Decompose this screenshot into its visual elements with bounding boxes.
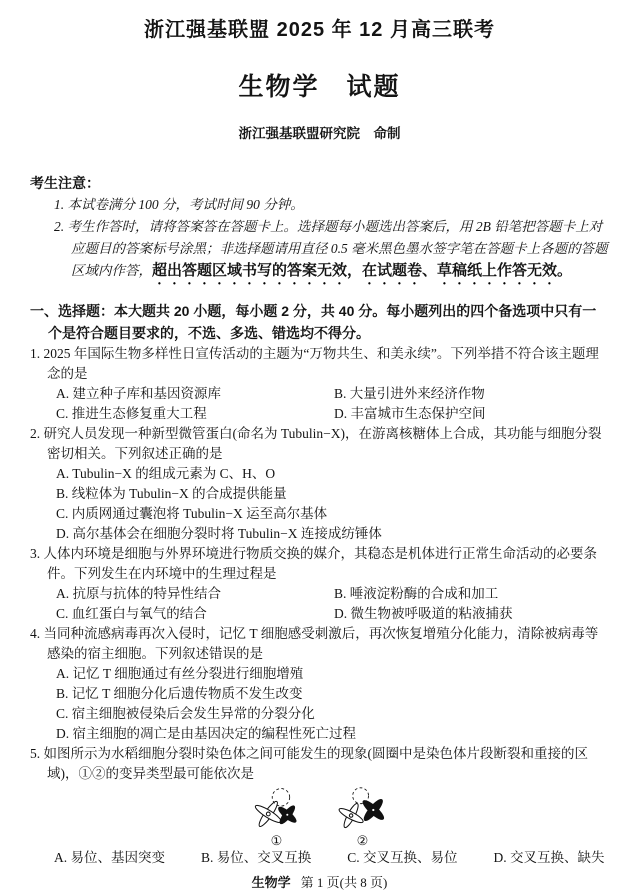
option-d: D. 宿主细胞的凋亡是由基因决定的编程性死亡过程 (56, 726, 356, 741)
question-2-stem (30, 424, 609, 464)
subject-title: 生物学 试题 (238, 73, 401, 101)
figure-label-2: ② (356, 833, 369, 848)
option-c: C. 宿主细胞被侵染后会发生异常的分裂分化 (56, 706, 315, 721)
question-3-stem (30, 544, 609, 584)
question-text: 人体内环境是细胞与外界环境进行物质交换的媒介，其稳态是机体进行正常生命活动的必要条件。下列发生在内环境中的生理过程是 (43, 546, 597, 581)
footer-page-number: 第 1 页(共 8 页) (300, 875, 388, 890)
option-c: C. 血红蛋白与氧气的结合 (56, 606, 207, 621)
question-5-options (54, 848, 609, 868)
question-3-options (56, 584, 609, 624)
question-number: 1. (30, 346, 41, 361)
option-c: C. 内质网通过囊泡将 Tubulin−X 运至高尔基体 (56, 506, 328, 521)
chromosome-diagram-1-drawing (241, 787, 313, 833)
option-d: D. 交叉互换、缺失 (493, 850, 605, 865)
byline: 浙江强基联盟研究院 命制 (238, 126, 401, 141)
chromosome-diagram-2-drawing (327, 787, 399, 833)
option-b: B. 易位、交叉互换 (201, 850, 312, 865)
option-a: A. 易位、基因突变 (54, 850, 165, 865)
section-heading: 一、选择题：本大题共 20 小题，每小题 2 分，共 40 分。每小题列出的四个备选项中只有一个是符合题目要求的，不选、多选、错选均不得分。 (30, 303, 597, 341)
option-b: B. 唾液淀粉酶的合成和加工 (334, 586, 499, 601)
notice-item-2 (54, 216, 609, 288)
option-a: A. 记忆 T 细胞通过有丝分裂进行细胞增殖 (56, 666, 304, 681)
question-1-stem (30, 344, 609, 384)
white-chromosome (337, 802, 364, 829)
question-5 (30, 744, 609, 868)
question-4-stem (30, 624, 609, 664)
option-b: B. 大量引进外来经济作物 (334, 386, 485, 401)
exam-title: 浙江强基联盟 2025 年 12 月高三联考 (144, 19, 495, 41)
option-d: D. 微生物被呼吸道的粘液捕获 (334, 606, 513, 621)
option-b: B. 记忆 T 细胞分化后遗传物质不发生改变 (56, 686, 303, 701)
question-4 (30, 624, 609, 744)
question-3 (30, 544, 609, 624)
question-text: 当同种流感病毒再次入侵时，记忆 T 细胞感受刺激后，再次恢复增殖分化能力，清除被病毒等感染的宿主细胞。下列叙述错误的是 (43, 626, 599, 661)
question-2 (30, 424, 609, 544)
option-c: C. 推进生态修复重大工程 (56, 406, 207, 421)
question-number: 4. (30, 626, 41, 641)
option-b: B. 线粒体为 Tubulin−X 的合成提供能量 (56, 486, 287, 501)
option-d: D. 丰富城市生态保护空间 (334, 406, 486, 421)
question-1-options (56, 384, 609, 424)
option-a: A. 建立种子库和基因资源库 (56, 386, 221, 401)
question-number: 2. (30, 426, 41, 441)
chromosome-diagram-1 (241, 787, 313, 848)
chromosome-figure (30, 787, 609, 848)
option-a: A. 抗原与抗体的特异性结合 (56, 586, 221, 601)
figure-label-1: ① (270, 833, 283, 848)
notice-item-2-emphasis: 超出答题区域书写的答案无效，在试题卷、草稿纸上作答无效。 (152, 262, 573, 279)
black-chromosome (276, 804, 297, 826)
question-5-stem (30, 744, 609, 784)
footer-subject: 生物学 (251, 875, 291, 890)
option-d: D. 高尔基体会在细胞分裂时将 Tubulin−X 连接成纺锤体 (56, 526, 382, 541)
question-text: 如图所示为水稻细胞分裂时染色体之间可能发生的现象(圆圈中是染色体片段断裂和重接的区域)，①②的变异类型最可能依次是 (43, 746, 588, 781)
question-text: 2025 年国际生物多样性日宣传活动的主题为“万物共生、和美永续”。下列举措不符合该主题理念的是 (43, 346, 599, 381)
question-number: 5. (30, 746, 41, 761)
question-4-options (56, 664, 609, 744)
question-number: 3. (30, 546, 41, 561)
notice-item-2-text: 2. 考生作答时，请将答案答在答题卡上。选择题每小题选出答案后，用 2B 铅笔把答题卡上对应题目的答案标号涂黑；非选择题请用直径 0.5 毫米黑色墨水签字笔在答题卡上各题的答题区域内作答， (54, 219, 608, 278)
question-2-options (56, 464, 609, 544)
page-footer (30, 874, 609, 892)
notice-heading: 考生注意： (30, 175, 100, 191)
chromosome-diagram-2 (327, 787, 399, 848)
notice-section (30, 172, 609, 288)
breakpoint-circle (352, 788, 368, 804)
question-text: 研究人员发现一种新型微管蛋白(命名为 Tubulin−X)，在游离核糖体上合成，其功能与细胞分裂密切相关。下列叙述正确的是 (43, 426, 602, 461)
option-a: A. Tubulin−X 的组成元素为 C、H、O (56, 466, 276, 481)
white-chromosome (253, 800, 282, 829)
black-chromosome (360, 797, 385, 823)
question-1 (30, 344, 609, 424)
option-c: C. 交叉互换、易位 (347, 850, 458, 865)
notice-item-1: 1. 本试卷满分 100 分，考试时间 90 分钟。 (54, 197, 304, 212)
